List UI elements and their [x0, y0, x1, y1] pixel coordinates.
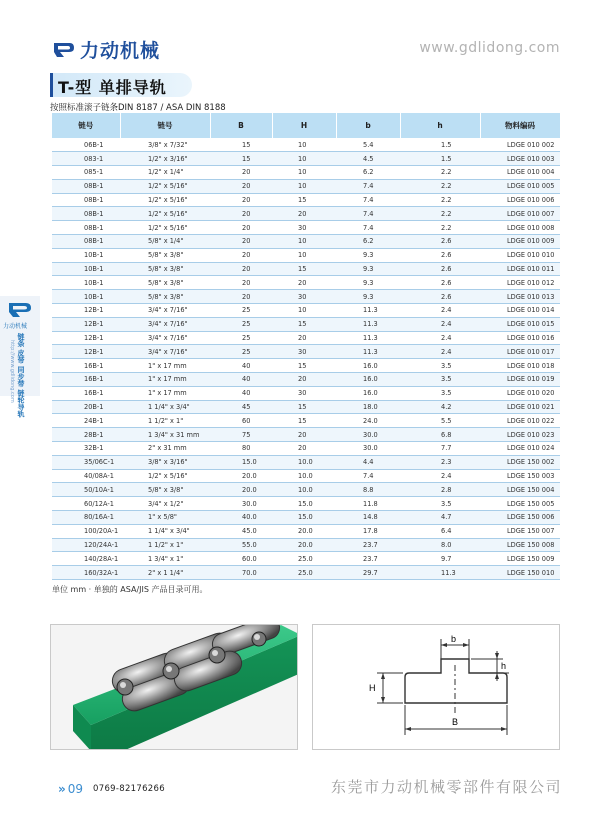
brand-name: 力动机械 [80, 40, 161, 62]
table-cell: 1" x 5/8" [120, 511, 210, 525]
table-cell: 10.0 [272, 483, 336, 497]
page-footer [58, 782, 165, 796]
table-cell: 5.4 [336, 138, 400, 152]
table-cell: LDGE 010 005 [480, 179, 560, 193]
table-cell: 25 [210, 304, 272, 318]
table-cell: 20 [210, 248, 272, 262]
table-cell: 1 3/4" x 31 mm [120, 428, 210, 442]
table-cell: LDGE 150 003 [480, 469, 560, 483]
table-cell: 3.5 [400, 359, 480, 373]
table-cell: 25 [210, 331, 272, 345]
table-cell: LDGE 010 010 [480, 248, 560, 262]
column-header: h [400, 113, 480, 138]
table-cell: 10.0 [272, 455, 336, 469]
table-cell: 15.0 [210, 455, 272, 469]
table-cell: 15 [272, 317, 336, 331]
table-cell: 20 [272, 442, 336, 456]
table-cell: 10 [272, 304, 336, 318]
table-cell: 1" x 17 mm [120, 359, 210, 373]
table-cell: 3/4" x 7/16" [120, 345, 210, 359]
table-cell: 16.0 [336, 359, 400, 373]
table-cell: LDGE 010 021 [480, 400, 560, 414]
table-cell: 4.7 [400, 511, 480, 525]
table-cell: 2.8 [400, 483, 480, 497]
table-cell: 10.0 [272, 469, 336, 483]
table-cell: 15 [210, 138, 272, 152]
table-cell: 1 1/4" x 3/4" [120, 400, 210, 414]
table-cell: 140/28A-1 [52, 552, 120, 566]
table-cell: 30.0 [336, 428, 400, 442]
table-cell: 08B-1 [52, 207, 120, 221]
spec-table [52, 113, 561, 580]
phone-number: 0769-82176266 [93, 784, 165, 794]
table-cell: 2" x 31 mm [120, 442, 210, 456]
table-row [52, 386, 560, 400]
table-cell: 1.5 [400, 152, 480, 166]
table-cell: 12B-1 [52, 304, 120, 318]
table-cell: 20.0 [210, 469, 272, 483]
table-cell: 25 [210, 345, 272, 359]
table-cell: 6.2 [336, 235, 400, 249]
page-subtitle: 按照标准滚子链条DIN 8187 / ASA DIN 8188 [50, 103, 226, 113]
table-row [52, 138, 560, 152]
table-cell: 23.7 [336, 538, 400, 552]
table-cell: LDGE 010 008 [480, 221, 560, 235]
table-cell: 5.5 [400, 414, 480, 428]
table-cell: 14.8 [336, 511, 400, 525]
table-cell: 60/12A-1 [52, 497, 120, 511]
table-cell: LDGE 010 023 [480, 428, 560, 442]
table-cell: 30.0 [336, 442, 400, 456]
table-cell: LDGE 150 009 [480, 552, 560, 566]
table-row [52, 235, 560, 249]
double-chevron-icon: » [58, 782, 64, 796]
table-cell: 2.2 [400, 166, 480, 180]
table-row [52, 538, 560, 552]
table-row [52, 345, 560, 359]
table-cell: 3/4" x 7/16" [120, 317, 210, 331]
column-header: b [336, 113, 400, 138]
table-cell: 6.2 [336, 166, 400, 180]
table-cell: 40 [210, 373, 272, 387]
table-cell: 20 [210, 235, 272, 249]
table-cell: 2.4 [400, 331, 480, 345]
table-row [52, 304, 560, 318]
table-cell: 2.2 [400, 179, 480, 193]
table-cell: 4.5 [336, 152, 400, 166]
table-cell: 16.0 [336, 386, 400, 400]
table-cell: LDGE 010 003 [480, 152, 560, 166]
website-url: www.gdlidong.com [419, 40, 560, 56]
table-cell: 15.0 [272, 511, 336, 525]
table-cell: 5/8" x 3/8" [120, 248, 210, 262]
table-cell: 15 [272, 400, 336, 414]
table-row [52, 455, 560, 469]
table-row [52, 400, 560, 414]
table-cell: 25.0 [272, 552, 336, 566]
page-title: T-型 单排导轨 [58, 78, 167, 97]
table-cell: 2.6 [400, 262, 480, 276]
table-cell: 6.8 [400, 428, 480, 442]
table-row [52, 317, 560, 331]
title-accent-bar [50, 73, 53, 97]
table-row [52, 193, 560, 207]
table-cell: 4.4 [336, 455, 400, 469]
table-cell: 12B-1 [52, 331, 120, 345]
table-cell: 20 [272, 276, 336, 290]
table-row [52, 469, 560, 483]
table-cell: 11.3 [336, 304, 400, 318]
table-cell: 2.6 [400, 248, 480, 262]
table-cell: 20 [272, 207, 336, 221]
table-cell: 10B-1 [52, 248, 120, 262]
table-cell: 1/2" x 5/16" [120, 469, 210, 483]
table-cell: LDGE 010 019 [480, 373, 560, 387]
table-cell: 45 [210, 400, 272, 414]
table-cell: 12B-1 [52, 345, 120, 359]
table-cell: 10 [272, 166, 336, 180]
rail-profile-drawing [313, 625, 561, 751]
table-row [52, 248, 560, 262]
footnote: 单位 mm · 单独的 ASA/JIS 产品目录可用。 [52, 585, 208, 594]
table-cell: 3/8" x 3/16" [120, 455, 210, 469]
table-cell: 50/10A-1 [52, 483, 120, 497]
table-row [52, 483, 560, 497]
table-cell: LDGE 150 002 [480, 455, 560, 469]
table-row [52, 359, 560, 373]
table-cell: 5/8" x 1/4" [120, 235, 210, 249]
table-row [52, 566, 560, 580]
table-cell: 5/8" x 3/8" [120, 290, 210, 304]
table-cell: 10 [272, 179, 336, 193]
table-cell: 1/2" x 5/16" [120, 221, 210, 235]
table-cell: 10B-1 [52, 290, 120, 304]
table-cell: 20 [210, 221, 272, 235]
table-cell: LDGE 010 015 [480, 317, 560, 331]
table-header-row [52, 113, 560, 138]
table-cell: 20B-1 [52, 400, 120, 414]
table-cell: LDGE 150 005 [480, 497, 560, 511]
column-header: H [272, 113, 336, 138]
table-cell: 10 [272, 248, 336, 262]
table-cell: 5/8" x 3/8" [120, 276, 210, 290]
table-cell: 2.4 [400, 317, 480, 331]
table-row [52, 524, 560, 538]
table-cell: 7.4 [336, 207, 400, 221]
table-cell: 7.7 [400, 442, 480, 456]
table-cell: 25 [210, 317, 272, 331]
table-cell: 1 1/2" x 1" [120, 414, 210, 428]
column-header: 物料编码 [480, 113, 560, 138]
table-row [52, 552, 560, 566]
table-cell: LDGE 010 012 [480, 276, 560, 290]
table-cell: 15 [272, 193, 336, 207]
table-cell: 1/2" x 5/16" [120, 207, 210, 221]
chain-rail-image [51, 625, 298, 750]
table-row [52, 511, 560, 525]
table-cell: 2.4 [400, 304, 480, 318]
table-cell: 2.2 [400, 207, 480, 221]
table-cell: 25.0 [272, 566, 336, 580]
table-cell: 3.5 [400, 386, 480, 400]
table-cell: 1 1/2" x 1" [120, 538, 210, 552]
table-cell: LDGE 010 009 [480, 235, 560, 249]
diagram-label-b: b [451, 634, 457, 644]
table-cell: 6.4 [400, 524, 480, 538]
table-cell: 30 [272, 290, 336, 304]
table-cell: LDGE 010 022 [480, 414, 560, 428]
table-cell: 18.0 [336, 400, 400, 414]
table-cell: 08B-1 [52, 193, 120, 207]
table-cell: 8.8 [336, 483, 400, 497]
table-cell: LDGE 150 006 [480, 511, 560, 525]
dimension-diagram [312, 624, 560, 750]
table-cell: LDGE 010 002 [480, 138, 560, 152]
table-cell: LDGE 010 016 [480, 331, 560, 345]
table-cell: 4.2 [400, 400, 480, 414]
column-header: 链号 [52, 113, 120, 138]
table-cell: 10 [272, 235, 336, 249]
table-row [52, 331, 560, 345]
table-row [52, 290, 560, 304]
table-cell: 7.4 [336, 179, 400, 193]
table-cell: 10 [272, 138, 336, 152]
table-cell: LDGE 150 004 [480, 483, 560, 497]
table-cell: 2" x 1 1/4" [120, 566, 210, 580]
table-cell: 16B-1 [52, 373, 120, 387]
table-cell: 3/4" x 1/2" [120, 497, 210, 511]
table-cell: 30 [272, 345, 336, 359]
table-row [52, 152, 560, 166]
table-cell: 40/08A-1 [52, 469, 120, 483]
diagram-label-H: H [369, 683, 376, 693]
table-cell: 9.7 [400, 552, 480, 566]
table-cell: 70.0 [210, 566, 272, 580]
table-cell: 2.3 [400, 455, 480, 469]
table-cell: LDGE 010 006 [480, 193, 560, 207]
table-row [52, 221, 560, 235]
table-cell: 2.6 [400, 276, 480, 290]
table-cell: 3/4" x 7/16" [120, 304, 210, 318]
table-row [52, 262, 560, 276]
table-cell: 1.5 [400, 138, 480, 152]
table-cell: 085-1 [52, 166, 120, 180]
table-row [52, 166, 560, 180]
side-category-text: 链条 皮带 同步带 链轮导轨 [17, 333, 25, 418]
table-cell: 20 [272, 373, 336, 387]
diagram-label-B: B [452, 717, 459, 727]
table-row [52, 428, 560, 442]
table-cell: 06B-1 [52, 138, 120, 152]
table-cell: 20 [210, 207, 272, 221]
table-cell: 45.0 [210, 524, 272, 538]
table-row [52, 276, 560, 290]
table-cell: LDGE 010 004 [480, 166, 560, 180]
table-cell: 08B-1 [52, 221, 120, 235]
table-cell: 3.5 [400, 497, 480, 511]
table-cell: 20.0 [272, 524, 336, 538]
table-cell: 7.4 [336, 469, 400, 483]
table-cell: 100/20A-1 [52, 524, 120, 538]
table-cell: 1/2" x 3/16" [120, 152, 210, 166]
table-cell: 1/2" x 1/4" [120, 166, 210, 180]
column-header: 链号 [120, 113, 210, 138]
table-body [52, 138, 560, 580]
column-header: B [210, 113, 272, 138]
table-cell: 1" x 17 mm [120, 386, 210, 400]
table-cell: 60.0 [210, 552, 272, 566]
table-cell: 15 [272, 359, 336, 373]
company-name: 东莞市力动机械零部件有限公司 [330, 778, 562, 796]
table-cell: 24B-1 [52, 414, 120, 428]
table-cell: 083-1 [52, 152, 120, 166]
table-cell: 11.8 [336, 497, 400, 511]
table-cell: 2.6 [400, 235, 480, 249]
table-cell: 15 [272, 414, 336, 428]
table-cell: 30.0 [210, 497, 272, 511]
table-cell: 08B-1 [52, 235, 120, 249]
table-cell: 11.3 [336, 317, 400, 331]
table-row [52, 497, 560, 511]
table-cell: 1 1/4" x 3/4" [120, 524, 210, 538]
table-row [52, 414, 560, 428]
table-cell: 12B-1 [52, 317, 120, 331]
table-cell: 9.3 [336, 248, 400, 262]
table-cell: 20 [210, 166, 272, 180]
table-cell: 40 [210, 359, 272, 373]
table-cell: LDGE 010 007 [480, 207, 560, 221]
table-cell: 20.0 [210, 483, 272, 497]
table-cell: 30 [272, 386, 336, 400]
table-cell: 20 [210, 276, 272, 290]
table-cell: 1/2" x 5/16" [120, 179, 210, 193]
table-cell: 32B-1 [52, 442, 120, 456]
table-cell: 1" x 17 mm [120, 373, 210, 387]
table-cell: 16B-1 [52, 386, 120, 400]
table-cell: 15 [272, 262, 336, 276]
table-cell: 80/16A-1 [52, 511, 120, 525]
table-cell: 80 [210, 442, 272, 456]
side-logo-icon [6, 300, 34, 320]
table-cell: 08B-1 [52, 179, 120, 193]
table-cell: 7.4 [336, 193, 400, 207]
table-cell: 5/8" x 3/8" [120, 262, 210, 276]
table-cell: 1/2" x 5/16" [120, 193, 210, 207]
table-cell: 2.2 [400, 221, 480, 235]
table-cell: 20 [210, 262, 272, 276]
brand-logo [52, 36, 160, 63]
table-row [52, 179, 560, 193]
table-cell: LDGE 010 024 [480, 442, 560, 456]
table-cell: 11.3 [336, 345, 400, 359]
table-cell: LDGE 010 013 [480, 290, 560, 304]
table-cell: 16B-1 [52, 359, 120, 373]
table-cell: 20 [272, 428, 336, 442]
table-cell: 2.4 [400, 469, 480, 483]
diagram-label-h: h [501, 661, 507, 671]
table-cell: 28B-1 [52, 428, 120, 442]
table-cell: 40.0 [210, 511, 272, 525]
table-cell: 9.3 [336, 276, 400, 290]
table-cell: 8.0 [400, 538, 480, 552]
table-cell: 7.4 [336, 221, 400, 235]
product-photo [50, 624, 298, 750]
table-cell: 20.0 [272, 538, 336, 552]
table-cell: 23.7 [336, 552, 400, 566]
table-cell: 5/8" x 3/8" [120, 483, 210, 497]
table-cell: 20 [272, 331, 336, 345]
page-number: 09 [67, 782, 84, 796]
logo-icon [52, 39, 76, 61]
table-cell: 10B-1 [52, 262, 120, 276]
table-cell: 9.3 [336, 262, 400, 276]
table-cell: 3/8" x 7/32" [120, 138, 210, 152]
table-cell: 10 [272, 152, 336, 166]
table-row [52, 442, 560, 456]
table-cell: 15.0 [272, 497, 336, 511]
table-cell: 15 [210, 152, 272, 166]
table-cell: 3.5 [400, 373, 480, 387]
table-cell: LDGE 010 018 [480, 359, 560, 373]
table-cell: 11.3 [336, 331, 400, 345]
table-cell: 40 [210, 386, 272, 400]
table-cell: LDGE 010 014 [480, 304, 560, 318]
table-row [52, 373, 560, 387]
table-row [52, 207, 560, 221]
table-cell: LDGE 150 010 [480, 566, 560, 580]
table-cell: 16.0 [336, 373, 400, 387]
table-cell: 20 [210, 193, 272, 207]
table-cell: 30 [272, 221, 336, 235]
side-url: http://www.gdlidong.com [9, 340, 15, 403]
table-cell: 24.0 [336, 414, 400, 428]
table-cell: 20 [210, 290, 272, 304]
table-cell: 55.0 [210, 538, 272, 552]
table-cell: LDGE 010 020 [480, 386, 560, 400]
table-cell: 17.8 [336, 524, 400, 538]
table-cell: 120/24A-1 [52, 538, 120, 552]
table-cell: 75 [210, 428, 272, 442]
table-cell: 29.7 [336, 566, 400, 580]
table-cell: 20 [210, 179, 272, 193]
table-cell: 2.2 [400, 193, 480, 207]
table-cell: 9.3 [336, 290, 400, 304]
side-brand: 力动机械 [3, 323, 28, 330]
table-cell: 2.6 [400, 290, 480, 304]
table-cell: LDGE 150 008 [480, 538, 560, 552]
table-cell: 10B-1 [52, 276, 120, 290]
table-cell: 2.4 [400, 345, 480, 359]
table-cell: 35/06C-1 [52, 455, 120, 469]
table-cell: 1 3/4" x 1" [120, 552, 210, 566]
table-cell: 3/4" x 7/16" [120, 331, 210, 345]
table-cell: 60 [210, 414, 272, 428]
table-cell: 160/32A-1 [52, 566, 120, 580]
table-cell: 11.3 [400, 566, 480, 580]
table-cell: LDGE 150 007 [480, 524, 560, 538]
table-cell: LDGE 010 011 [480, 262, 560, 276]
table-cell: LDGE 010 017 [480, 345, 560, 359]
